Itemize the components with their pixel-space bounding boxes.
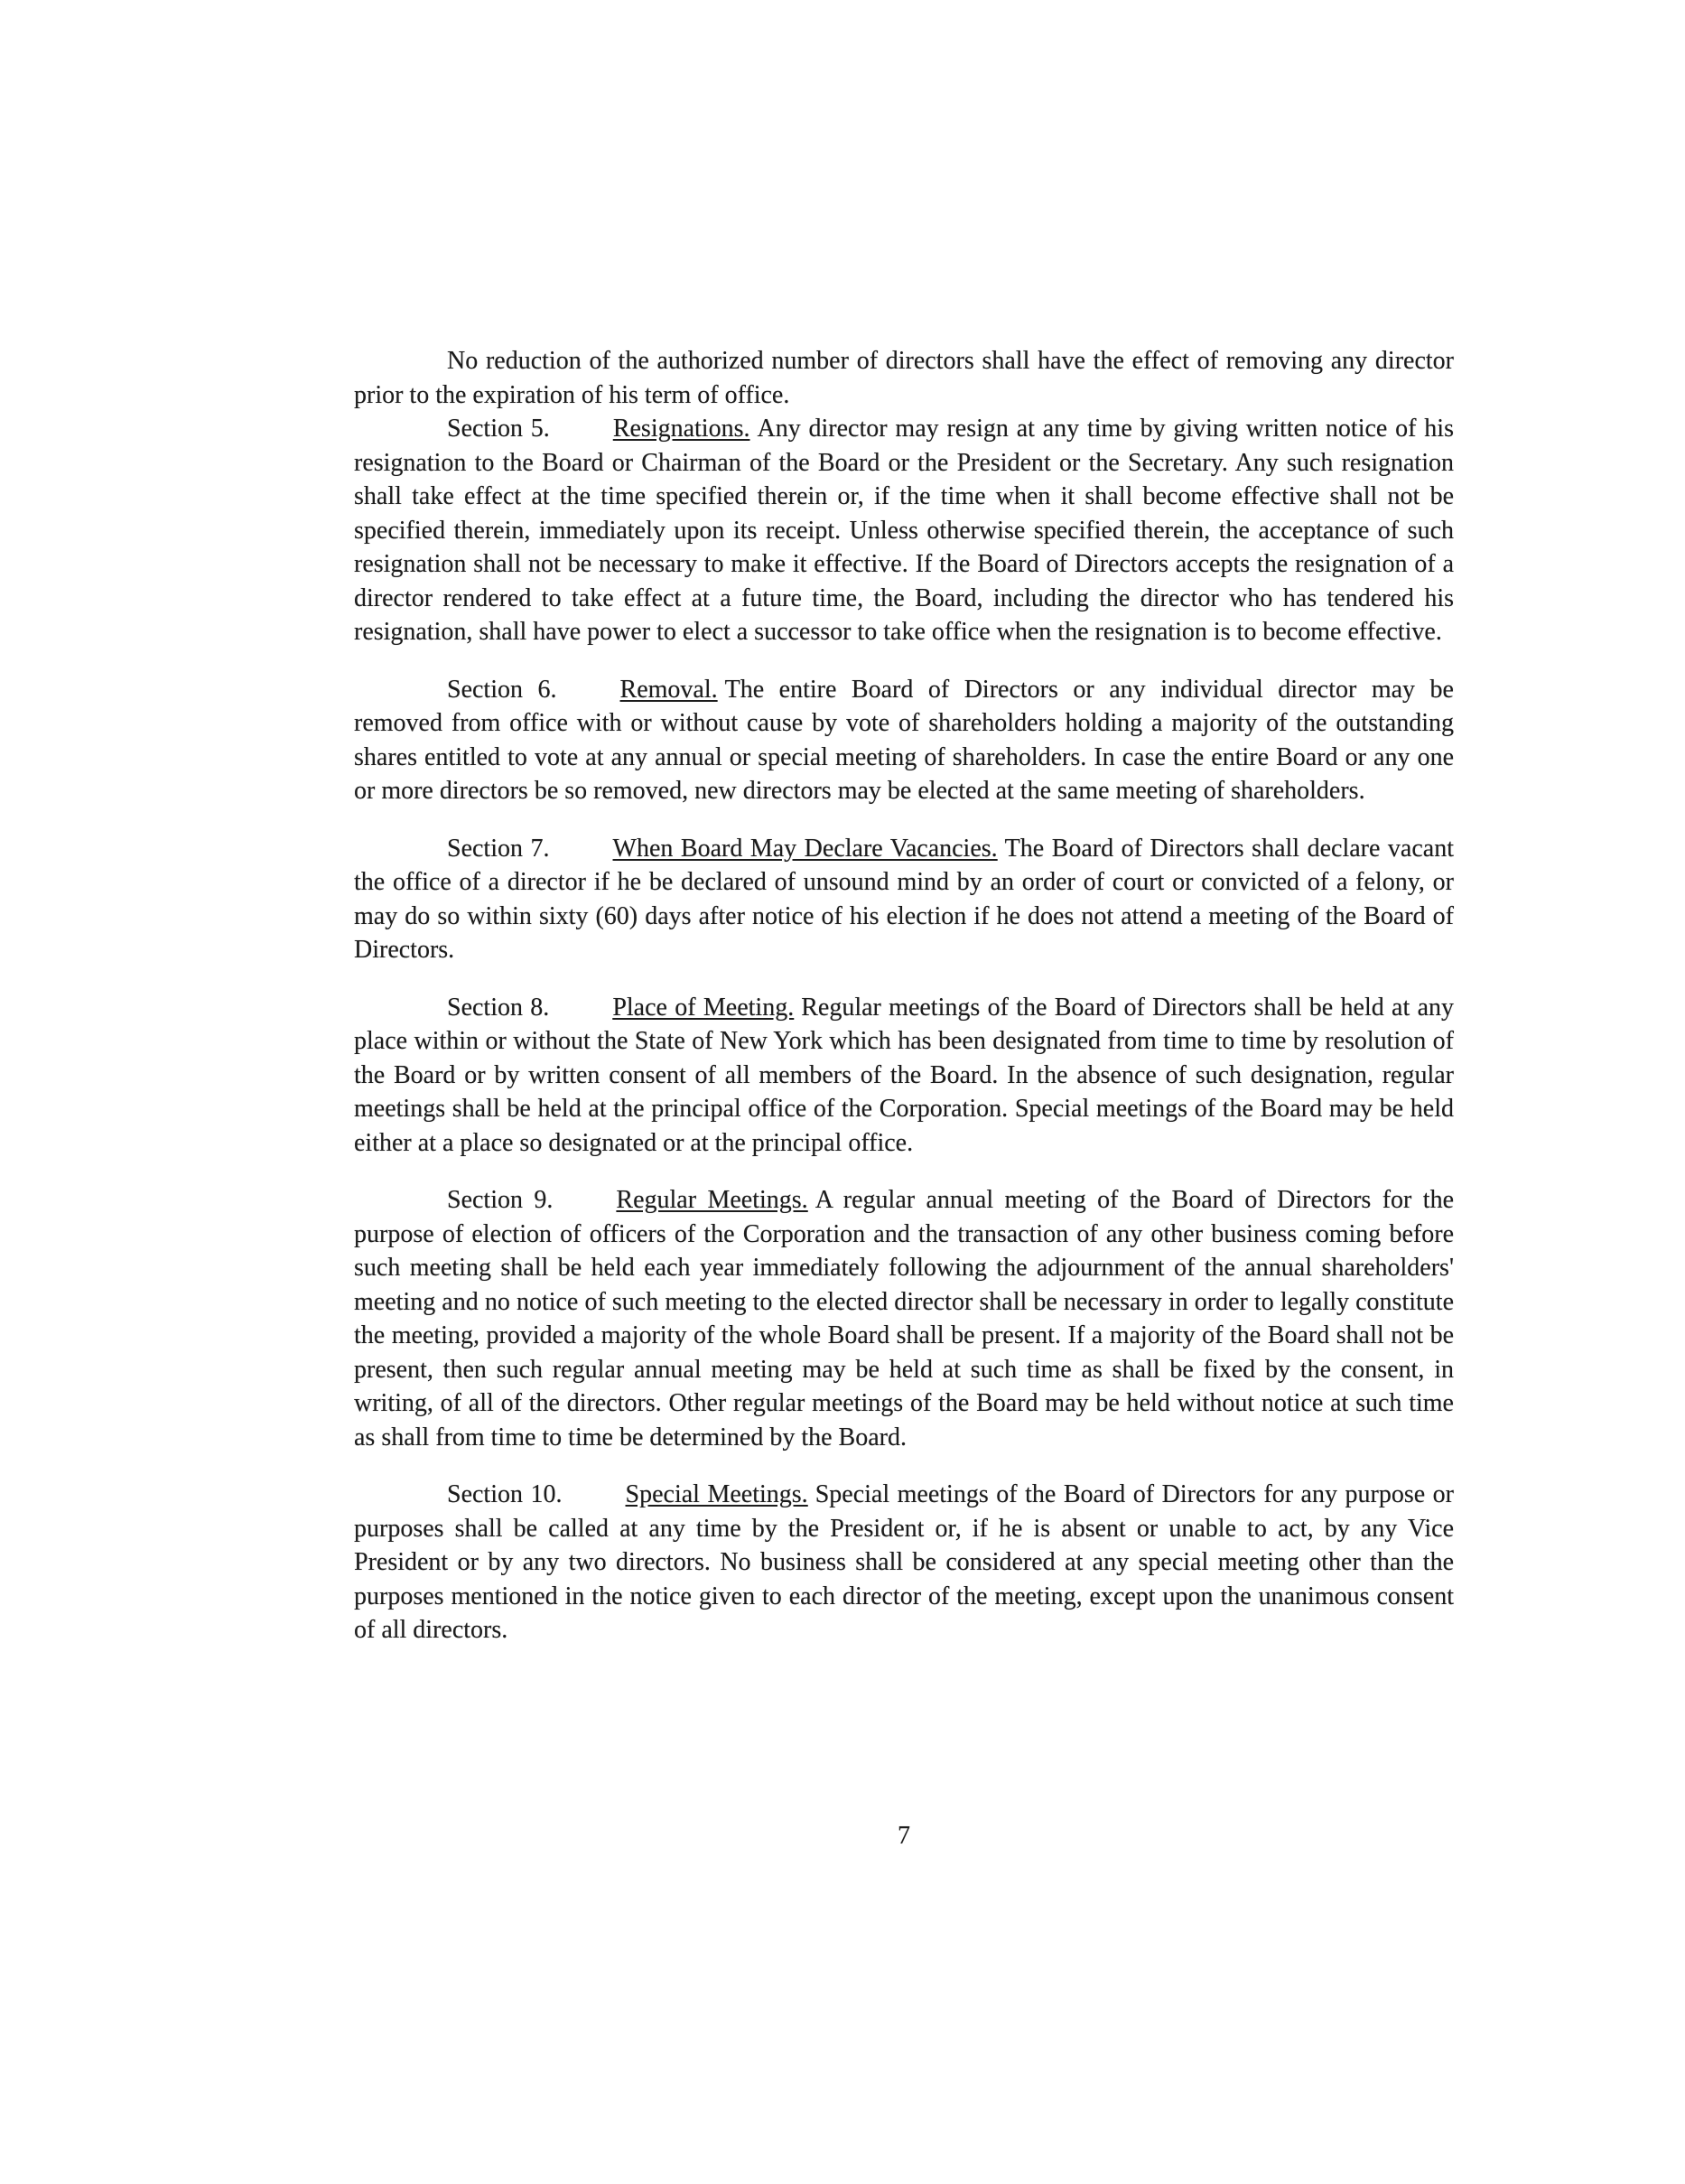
section-7-text: The Board of Directors shall declare vacant the office of a director if he be declared of unsound mind by an order of court or convicted of a felony, or may do so within sixty (60) days after notice of his election if he does not attend a meeting of the Board of Directors. — [354, 834, 1454, 964]
section-6-label: Section 6. — [447, 675, 557, 704]
section-8-text: Regular meetings of the Board of Directors shall be held at any place within or without the State of New York which has been designated from time to time by resolution of the Board or by written consent of all members of the Board. In the absence of such designation, regular meetings shall be held at the principal office of the Corporation. Special meetings of the Board may be held either at a place so designated or at the principal office. — [354, 993, 1454, 1157]
section-10-heading: Special Meetings. — [625, 1480, 808, 1508]
section-10-paragraph — [354, 1478, 1454, 1647]
page-number: 7 — [898, 1822, 910, 1850]
section-8-paragraph — [354, 991, 1454, 1161]
section-5-paragraph — [354, 412, 1454, 649]
intro-paragraph — [354, 344, 1454, 412]
section-7-heading: When Board May Declare Vacancies. — [612, 834, 998, 863]
section-6-heading: Removal. — [619, 675, 718, 704]
section-5-heading: Resignations. — [612, 415, 750, 443]
section-10-text: Special meetings of the Board of Directors for any purpose or purposes shall be called at any time by the President or, if he is absent or unable to act, by any Vice President or by any two directors. No business shall be considered at any special meeting other than the purposes mentioned in the notice given to each director of the meeting, except upon the unanimous consent of all directors. — [354, 1480, 1455, 1644]
section-6-text: The entire Board of Directors or any individual director may be removed from office with or without cause by vote of shareholders holding a majority of the outstanding shares entitled to vote at any annual or special meeting of shareholders. In case the entire Board or any one or more directors be so removed, new directors may be elected at the same meeting of shareholders. — [354, 675, 1454, 805]
section-7-label: Section 7. — [447, 834, 550, 863]
section-7-paragraph — [354, 832, 1454, 967]
section-9-heading: Regular Meetings. — [616, 1186, 808, 1214]
document-body — [354, 344, 1454, 1647]
section-8-label: Section 8. — [447, 993, 550, 1022]
section-6-paragraph — [354, 673, 1454, 808]
section-8-heading: Place of Meeting. — [612, 993, 795, 1022]
section-9-text: A regular annual meeting of the Board of Directors for the purpose of election of officers of the Corporation and the transaction of any other business coming before such meeting shall be held each year immediately following the adjournment of the annual shareholders' meeting and no notice of such meeting to the elected director shall be necessary in order to legally constitute the meeting, provided a majority of the whole Board shall be present. If a majority of the Board shall not be present, then such regular annual meeting may be held at such time as shall be fixed by the consent, in writing, of all of the directors. Other regular meetings of the Board may be held without notice at such time as shall from time to time be determined by the Board. — [354, 1186, 1454, 1451]
section-9-paragraph — [354, 1183, 1454, 1454]
section-10-label: Section 10. — [447, 1480, 563, 1508]
section-5-label: Section 5. — [447, 415, 550, 443]
section-9-label: Section 9. — [447, 1186, 554, 1214]
intro-paragraph-text: No reduction of the authorized number of directors shall have the effect of removing any director prior to the expiration of his term of office. — [354, 347, 1454, 409]
section-5-text: Any director may resign at any time by giving written notice of his resignation to the Board or Chairman of the Board or the President or the Secretary. Any such resignation shall take effect at the time specified therein or, if the time when it shall become effective shall not be specified therein, immediately upon its receipt. Unless otherwise specified therein, the acceptance of such resignation shall not be necessary to make it effective. If the Board of Directors accepts the resignation of a director rendered to take effect at a future time, the Board, including the director who has tendered his resignation, shall have power to elect a successor to take office when the resignation is to become effective. — [354, 415, 1454, 646]
